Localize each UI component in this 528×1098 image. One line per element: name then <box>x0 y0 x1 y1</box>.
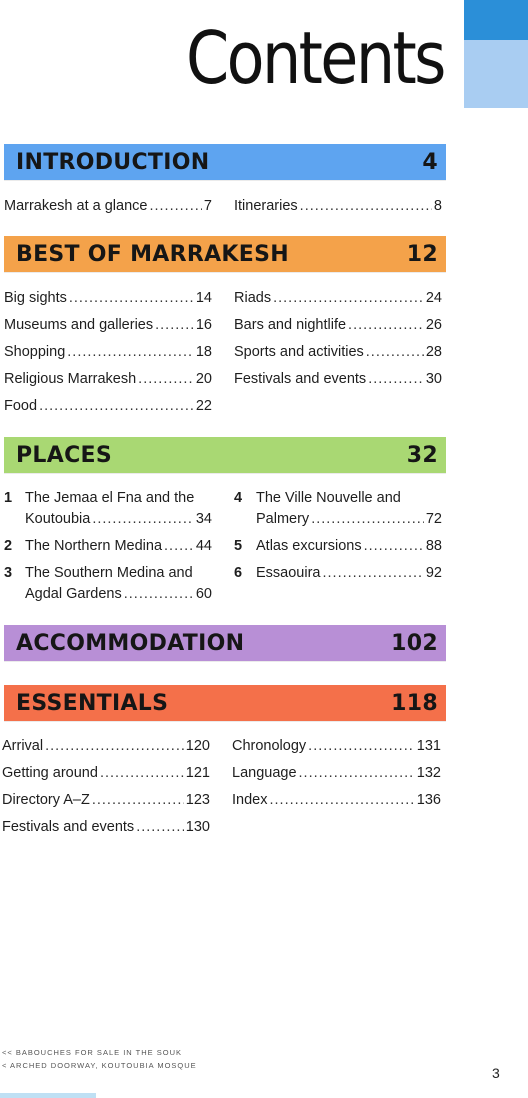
toc-entry[interactable] <box>2 765 210 785</box>
entry-title: Getting around <box>2 765 98 781</box>
entry-title: Bars and nightlife <box>234 317 347 333</box>
leader-dots <box>92 511 194 527</box>
leader-dots <box>69 290 194 306</box>
toc-entry[interactable] <box>25 586 212 606</box>
toc-entry[interactable] <box>4 371 212 391</box>
toc-entry[interactable] <box>234 344 442 364</box>
entry-title: Directory A–Z <box>2 792 90 808</box>
leader-dots <box>124 586 194 602</box>
toc-entry[interactable] <box>2 738 210 758</box>
section-page: 4 <box>422 149 438 175</box>
entry-page: 60 <box>195 586 212 602</box>
section-label: INTRODUCTION <box>16 149 210 175</box>
leader-dots <box>67 344 194 360</box>
entry-page: 14 <box>195 290 212 306</box>
leader-dots <box>269 792 414 808</box>
toc-entry[interactable] <box>256 538 442 558</box>
toc-entry[interactable] <box>4 198 212 218</box>
leader-dots <box>149 198 201 214</box>
leader-dots <box>308 738 415 754</box>
entry-title: Shopping <box>4 344 66 360</box>
entry-page: 30 <box>425 371 442 387</box>
toc-entry[interactable] <box>234 198 442 218</box>
leader-dots <box>39 398 194 414</box>
section-band-essentials[interactable] <box>4 685 446 721</box>
leader-dots <box>273 290 424 306</box>
section-label: PLACES <box>16 442 112 468</box>
entry-title: Chronology <box>232 738 307 754</box>
entry-title: Index <box>232 792 268 808</box>
entry-page: 88 <box>425 538 442 554</box>
entry-title: Essaouira <box>256 565 321 581</box>
entry-title: Language <box>232 765 297 781</box>
leader-dots <box>368 371 424 387</box>
entry-page: 22 <box>195 398 212 414</box>
leader-dots <box>100 765 184 781</box>
toc-entry[interactable] <box>234 371 442 391</box>
entry-page: 24 <box>425 290 442 306</box>
entry-title: Riads <box>234 290 272 306</box>
entry-page: 16 <box>195 317 212 333</box>
entry-title-line: The Ville Nouvelle and <box>256 490 401 506</box>
entry-title: Agdal Gardens <box>25 586 122 602</box>
leader-dots <box>92 792 184 808</box>
entry-page: 132 <box>416 765 441 781</box>
section-page: 102 <box>391 630 438 656</box>
photo-caption: << BABOUCHES FOR SALE IN THE SOUK <box>2 1048 182 1057</box>
entry-title: Museums and galleries <box>4 317 154 333</box>
section-page: 12 <box>406 241 438 267</box>
page-number: 3 <box>492 1065 500 1081</box>
leader-dots <box>136 819 184 835</box>
entry-title: Festivals and events <box>2 819 135 835</box>
entry-page: 123 <box>185 792 210 808</box>
entry-page: 130 <box>185 819 210 835</box>
place-number: 4 <box>234 490 243 506</box>
section-label: ESSENTIALS <box>16 690 169 716</box>
toc-entry[interactable] <box>234 317 442 337</box>
entry-page: 136 <box>416 792 441 808</box>
entry-title-line: The Jemaa el Fna and the <box>25 490 195 506</box>
toc-entry[interactable] <box>25 538 212 558</box>
section-band-introduction[interactable] <box>4 144 446 180</box>
entry-title: Arrival <box>2 738 44 754</box>
entry-title: Religious Marrakesh <box>4 371 137 387</box>
entry-title: Itineraries <box>234 198 298 214</box>
place-number: 2 <box>4 538 13 554</box>
leader-dots <box>322 565 423 581</box>
place-number: 6 <box>234 565 243 581</box>
section-label: BEST OF MARRAKESH <box>16 241 289 267</box>
entry-page: 8 <box>433 198 442 214</box>
entry-title: Marrakesh at a glance <box>4 198 148 214</box>
section-page: 118 <box>391 690 438 716</box>
leader-dots <box>366 344 424 360</box>
leader-dots <box>155 317 194 333</box>
section-page: 32 <box>406 442 438 468</box>
entry-title: Palmery <box>256 511 310 527</box>
entry-page: 34 <box>195 511 212 527</box>
entry-page: 28 <box>425 344 442 360</box>
entry-title: Big sights <box>4 290 67 306</box>
leader-dots <box>299 765 415 781</box>
entry-page: 26 <box>425 317 442 333</box>
entry-page: 44 <box>195 538 212 554</box>
toc-entry[interactable] <box>25 511 212 531</box>
entry-page: 131 <box>416 738 441 754</box>
entry-page: 20 <box>195 371 212 387</box>
section-band-accommodation[interactable] <box>4 625 446 661</box>
page-title: Contents <box>186 16 444 100</box>
entry-page: 7 <box>203 198 212 214</box>
entry-title-line: The Southern Medina and <box>25 565 193 581</box>
entry-page: 18 <box>195 344 212 360</box>
leader-dots <box>364 538 424 554</box>
entry-title: Food <box>4 398 38 414</box>
toc-entry[interactable] <box>4 344 212 364</box>
leader-dots <box>164 538 194 554</box>
toc-entry[interactable] <box>232 738 441 758</box>
leader-dots <box>138 371 194 387</box>
toc-entry[interactable] <box>4 398 212 418</box>
photo-caption: < ARCHED DOORWAY, KOUTOUBIA MOSQUE <box>2 1061 197 1070</box>
toc-entry[interactable] <box>2 792 210 812</box>
section-band-places[interactable] <box>4 437 446 473</box>
place-number: 3 <box>4 565 13 581</box>
entry-page: 120 <box>185 738 210 754</box>
entry-title: Festivals and events <box>234 371 367 387</box>
leader-dots <box>300 198 432 214</box>
leader-dots <box>311 511 424 527</box>
corner-tab-light <box>464 40 528 108</box>
entry-title: Sports and activities <box>234 344 364 360</box>
decorative-strip <box>0 1093 96 1098</box>
toc-entry[interactable] <box>2 819 210 839</box>
toc-entry[interactable] <box>234 290 442 310</box>
entry-title: Koutoubia <box>25 511 91 527</box>
section-band-best-of-marrakesh[interactable] <box>4 236 446 272</box>
leader-dots <box>45 738 184 754</box>
entry-title: The Northern Medina <box>25 538 163 554</box>
corner-tab-dark <box>464 0 528 40</box>
toc-entry[interactable] <box>256 511 442 531</box>
section-label: ACCOMMODATION <box>16 630 245 656</box>
place-number: 5 <box>234 538 243 554</box>
entry-page: 121 <box>185 765 210 781</box>
entry-page: 72 <box>425 511 442 527</box>
toc-entry[interactable] <box>4 290 212 310</box>
entry-page: 92 <box>425 565 442 581</box>
leader-dots <box>348 317 424 333</box>
toc-entry[interactable] <box>4 317 212 337</box>
place-number: 1 <box>4 490 13 506</box>
toc-entry[interactable] <box>256 565 442 585</box>
toc-entry[interactable] <box>232 792 441 812</box>
toc-entry[interactable] <box>232 765 441 785</box>
entry-title: Atlas excursions <box>256 538 362 554</box>
